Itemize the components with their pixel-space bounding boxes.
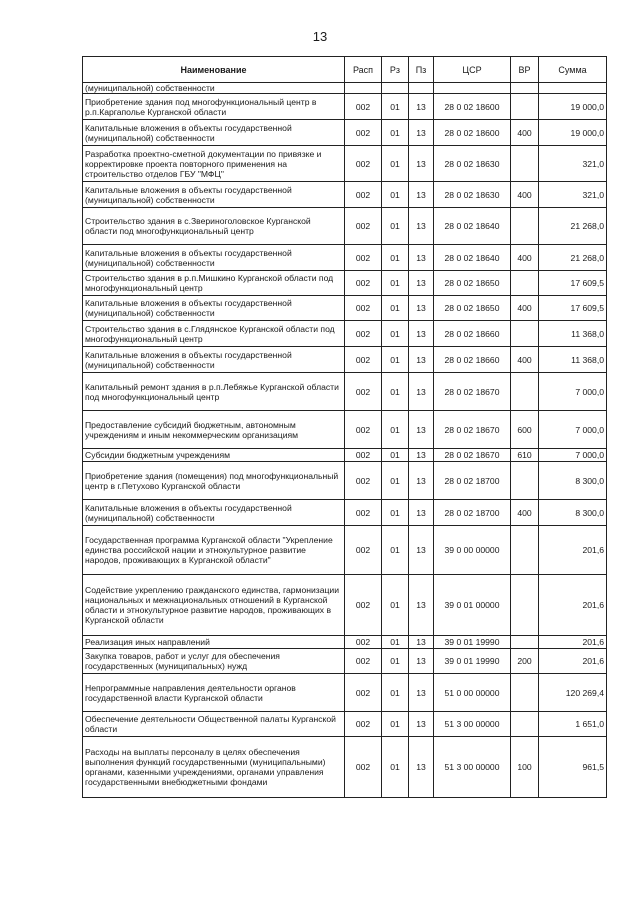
cell-vr: 400 (511, 347, 539, 373)
cell-rasp: 002 (345, 182, 382, 208)
cell-csr: 28 0 02 18650 (434, 271, 511, 296)
cell-rasp: 002 (345, 245, 382, 271)
table-row (83, 94, 607, 120)
cell-name: Строительство здания в с.Звериноголовское Курганской области под многофункциональный центр (83, 208, 345, 245)
cell-name: Капитальные вложения в объекты государственной (муниципальной) собственности (83, 500, 345, 526)
table-row (83, 245, 607, 271)
cell-pz (409, 83, 434, 94)
cell-pz: 13 (409, 120, 434, 146)
cell-rasp: 002 (345, 712, 382, 737)
cell-rz: 01 (382, 120, 409, 146)
cell-sum: 11 368,0 (539, 347, 607, 373)
cell-name: Субсидии бюджетным учреждениям (83, 449, 345, 462)
cell-pz: 13 (409, 500, 434, 526)
cell-csr: 28 0 02 18640 (434, 245, 511, 271)
header-rz: Рз (382, 57, 409, 83)
cell-vr: 400 (511, 182, 539, 208)
cell-vr (511, 575, 539, 636)
cell-name: (муниципальной) собственности (83, 83, 345, 94)
cell-rz: 01 (382, 737, 409, 798)
cell-vr (511, 271, 539, 296)
header-row (83, 57, 607, 83)
cell-rasp: 002 (345, 208, 382, 245)
cell-pz: 13 (409, 411, 434, 449)
cell-pz: 13 (409, 146, 434, 182)
cell-pz: 13 (409, 271, 434, 296)
table-row (83, 182, 607, 208)
cell-pz: 13 (409, 347, 434, 373)
cell-vr (511, 462, 539, 500)
table-row (83, 712, 607, 737)
cell-name: Капитальные вложения в объекты государственной (муниципальной) собственности (83, 182, 345, 208)
cell-rz: 01 (382, 411, 409, 449)
cell-sum: 321,0 (539, 182, 607, 208)
cell-name: Государственная программа Курганской области "Укрепление единства российской нации и этнокультурное развитие народов, проживающих в Курганской области" (83, 526, 345, 575)
table-row (83, 347, 607, 373)
cell-vr (511, 146, 539, 182)
cell-name: Разработка проектно-сметной документации по привязке и корректировке проекта повторного применения на строительство отделов ГБУ "МФЦ" (83, 146, 345, 182)
header-pz: Пз (409, 57, 434, 83)
cell-name: Строительство здания в р.п.Мишкино Курганской области под многофункциональный центр (83, 271, 345, 296)
cell-rasp: 002 (345, 674, 382, 712)
cell-rz: 01 (382, 649, 409, 674)
cell-sum (539, 83, 607, 94)
cell-sum: 19 000,0 (539, 94, 607, 120)
cell-name: Капитальные вложения в объекты государственной (муниципальной) собственности (83, 347, 345, 373)
cell-vr (511, 636, 539, 649)
cell-rz: 01 (382, 347, 409, 373)
cell-csr: 28 0 02 18670 (434, 373, 511, 411)
cell-name: Закупка товаров, работ и услуг для обеспечения государственных (муниципальных) нужд (83, 649, 345, 674)
cell-name: Капитальные вложения в объекты государственной (муниципальной) собственности (83, 120, 345, 146)
cell-rz: 01 (382, 208, 409, 245)
cell-name: Реализация иных направлений (83, 636, 345, 649)
cell-pz: 13 (409, 737, 434, 798)
table-row (83, 526, 607, 575)
cell-name: Содействие укреплению гражданского единства, гармонизации национальных и межнациональных отношений в Курганской области и этнокультурное развитие народов, проживающих в Курганской области (83, 575, 345, 636)
cell-csr (434, 83, 511, 94)
table-row (83, 674, 607, 712)
cell-pz: 13 (409, 373, 434, 411)
cell-rz (382, 83, 409, 94)
cell-rasp: 002 (345, 373, 382, 411)
cell-pz: 13 (409, 575, 434, 636)
table-row (83, 462, 607, 500)
cell-csr: 28 0 02 18600 (434, 94, 511, 120)
cell-name: Предоставление субсидий бюджетным, автономным учреждениям и иным некоммерческим организациям (83, 411, 345, 449)
cell-rasp: 002 (345, 94, 382, 120)
table-row (83, 636, 607, 649)
cell-rasp: 002 (345, 120, 382, 146)
cell-sum: 201,6 (539, 526, 607, 575)
cell-rasp: 002 (345, 526, 382, 575)
cell-rz: 01 (382, 321, 409, 347)
cell-sum: 120 269,4 (539, 674, 607, 712)
cell-sum: 7 000,0 (539, 411, 607, 449)
table-row (83, 271, 607, 296)
cell-csr: 28 0 02 18600 (434, 120, 511, 146)
table-row (83, 321, 607, 347)
cell-pz: 13 (409, 94, 434, 120)
cell-rz: 01 (382, 146, 409, 182)
page-number: 13 (312, 29, 328, 44)
cell-vr (511, 526, 539, 575)
cell-pz: 13 (409, 321, 434, 347)
cell-rz: 01 (382, 245, 409, 271)
cell-sum: 321,0 (539, 146, 607, 182)
cell-rasp: 002 (345, 146, 382, 182)
cell-pz: 13 (409, 449, 434, 462)
cell-rz: 01 (382, 271, 409, 296)
cell-csr: 39 0 01 19990 (434, 649, 511, 674)
cell-csr: 28 0 02 18640 (434, 208, 511, 245)
table-row (83, 83, 607, 94)
cell-vr: 100 (511, 737, 539, 798)
cell-sum: 8 300,0 (539, 462, 607, 500)
cell-vr: 600 (511, 411, 539, 449)
cell-pz: 13 (409, 649, 434, 674)
cell-csr: 39 0 01 00000 (434, 575, 511, 636)
cell-pz: 13 (409, 245, 434, 271)
cell-pz: 13 (409, 462, 434, 500)
cell-vr (511, 208, 539, 245)
cell-sum: 17 609,5 (539, 271, 607, 296)
cell-rasp: 002 (345, 575, 382, 636)
cell-rasp: 002 (345, 411, 382, 449)
cell-sum: 7 000,0 (539, 449, 607, 462)
cell-name: Капитальные вложения в объекты государственной (муниципальной) собственности (83, 245, 345, 271)
cell-csr: 51 0 00 00000 (434, 674, 511, 712)
cell-name: Приобретение здания под многофункциональный центр в р.п.Каргаполье Курганской области (83, 94, 345, 120)
cell-csr: 28 0 02 18670 (434, 411, 511, 449)
table-row (83, 449, 607, 462)
cell-rasp: 002 (345, 321, 382, 347)
cell-sum: 11 368,0 (539, 321, 607, 347)
cell-rasp (345, 83, 382, 94)
cell-vr (511, 321, 539, 347)
cell-name: Непрограммные направления деятельности органов государственной власти Курганской области (83, 674, 345, 712)
header-sum: Сумма (539, 57, 607, 83)
cell-sum: 961,5 (539, 737, 607, 798)
header-vr: ВР (511, 57, 539, 83)
cell-vr: 400 (511, 296, 539, 321)
cell-rasp: 002 (345, 296, 382, 321)
cell-rasp: 002 (345, 449, 382, 462)
table-row (83, 500, 607, 526)
cell-sum: 201,6 (539, 649, 607, 674)
cell-csr: 28 0 02 18660 (434, 321, 511, 347)
cell-csr: 28 0 02 18650 (434, 296, 511, 321)
cell-vr: 400 (511, 120, 539, 146)
cell-rz: 01 (382, 575, 409, 636)
cell-sum: 201,6 (539, 575, 607, 636)
cell-sum: 7 000,0 (539, 373, 607, 411)
budget-table (82, 56, 607, 798)
cell-name: Капитальные вложения в объекты государственной (муниципальной) собственности (83, 296, 345, 321)
table-row (83, 373, 607, 411)
cell-name: Расходы на выплаты персоналу в целях обеспечения выполнения функций государственными (муниципальными) органами, казенными учреждениями, органами управления государственными внебюджетными фондами (83, 737, 345, 798)
cell-rz: 01 (382, 182, 409, 208)
cell-csr: 51 3 00 00000 (434, 737, 511, 798)
table-row (83, 737, 607, 798)
table-row (83, 296, 607, 321)
cell-vr: 200 (511, 649, 539, 674)
cell-pz: 13 (409, 526, 434, 575)
cell-vr (511, 83, 539, 94)
table-row (83, 575, 607, 636)
cell-rasp: 002 (345, 737, 382, 798)
cell-rz: 01 (382, 636, 409, 649)
cell-sum: 17 609,5 (539, 296, 607, 321)
cell-rasp: 002 (345, 636, 382, 649)
cell-csr: 28 0 02 18630 (434, 182, 511, 208)
cell-rz: 01 (382, 500, 409, 526)
cell-pz: 13 (409, 712, 434, 737)
table-row (83, 649, 607, 674)
cell-pz: 13 (409, 296, 434, 321)
cell-sum: 8 300,0 (539, 500, 607, 526)
cell-rz: 01 (382, 296, 409, 321)
cell-csr: 51 3 00 00000 (434, 712, 511, 737)
cell-rz: 01 (382, 373, 409, 411)
cell-rz: 01 (382, 462, 409, 500)
cell-csr: 28 0 02 18700 (434, 462, 511, 500)
cell-name: Приобретение здания (помещения) под многофункциональный центр в г.Петухово Курганской области (83, 462, 345, 500)
cell-pz: 13 (409, 674, 434, 712)
cell-rasp: 002 (345, 271, 382, 296)
cell-rasp: 002 (345, 347, 382, 373)
table-row (83, 120, 607, 146)
cell-rz: 01 (382, 526, 409, 575)
cell-rz: 01 (382, 712, 409, 737)
cell-rz: 01 (382, 94, 409, 120)
cell-csr: 39 0 01 19990 (434, 636, 511, 649)
cell-csr: 28 0 02 18660 (434, 347, 511, 373)
table-row (83, 146, 607, 182)
cell-rasp: 002 (345, 500, 382, 526)
cell-csr: 28 0 02 18670 (434, 449, 511, 462)
cell-sum: 201,6 (539, 636, 607, 649)
cell-vr (511, 94, 539, 120)
cell-csr: 28 0 02 18700 (434, 500, 511, 526)
table-body (83, 83, 607, 798)
cell-name: Строительство здания в с.Глядянское Курганской области под многофункциональный центр (83, 321, 345, 347)
cell-pz: 13 (409, 636, 434, 649)
table-row (83, 208, 607, 245)
cell-rz: 01 (382, 674, 409, 712)
cell-rz: 01 (382, 449, 409, 462)
cell-pz: 13 (409, 208, 434, 245)
header-rasp: Расп (345, 57, 382, 83)
cell-sum: 21 268,0 (539, 208, 607, 245)
cell-name: Капитальный ремонт здания в р.п.Лебяжье Курганской области под многофункциональный центр (83, 373, 345, 411)
cell-csr: 39 0 00 00000 (434, 526, 511, 575)
cell-vr: 400 (511, 500, 539, 526)
cell-pz: 13 (409, 182, 434, 208)
cell-sum: 19 000,0 (539, 120, 607, 146)
cell-vr: 400 (511, 245, 539, 271)
cell-vr (511, 674, 539, 712)
header-csr: ЦСР (434, 57, 511, 83)
cell-sum: 1 651,0 (539, 712, 607, 737)
cell-csr: 28 0 02 18630 (434, 146, 511, 182)
cell-rasp: 002 (345, 462, 382, 500)
table-row (83, 411, 607, 449)
cell-rasp: 002 (345, 649, 382, 674)
cell-vr (511, 712, 539, 737)
cell-vr: 610 (511, 449, 539, 462)
cell-vr (511, 373, 539, 411)
cell-sum: 21 268,0 (539, 245, 607, 271)
cell-name: Обеспечение деятельности Общественной палаты Курганской области (83, 712, 345, 737)
header-name: Наименование (83, 57, 345, 83)
